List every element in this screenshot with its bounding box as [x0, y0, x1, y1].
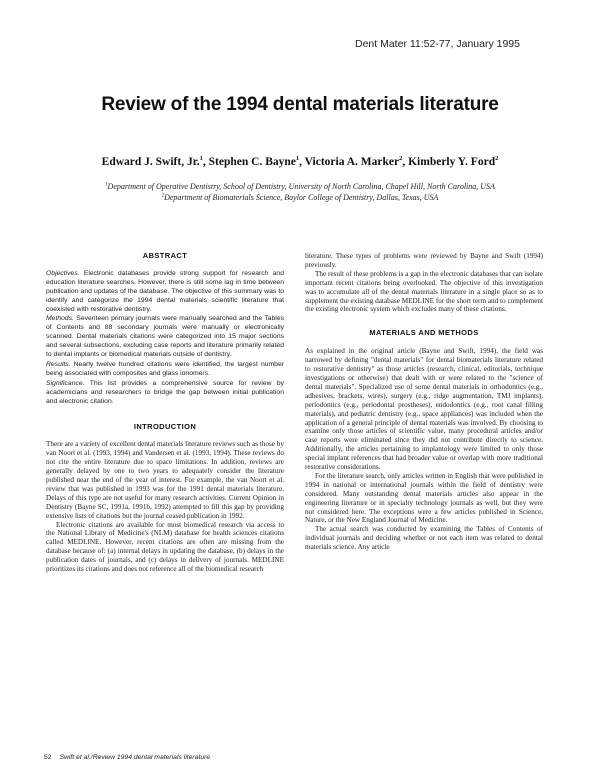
body-paragraph: There are a variety of excellent dental materials literature reviews such as those by van Noort et al. (1993, 1994) and Vandersen et al. (1993, 1994). These reviews do not cite the entire literature due to space limitations. In addition, reviews are generally delayed by one to two years to adequately consider the literature published near the end of the year of interest. For example, the van Noort et al. review that was published in 1993 was for the 1991 dental materials literature. Delays of this type are not useful for many research activities. Current Opinion in Dentistry (Bayne SC, 1991a, 1991b, 1992) attempted to fill this gap by providing extensive lists of citations but the journal ceased publication in 1992. — [46, 440, 284, 520]
body-paragraph: The actual search was conducted by examining the Tables of Contents of individual journals and deciding whether or not each item was related to dental materials science. Any article — [305, 525, 543, 552]
methods-heading: MATERIALS AND METHODS — [369, 328, 479, 338]
methods-body — [305, 347, 543, 552]
author-name: Kimberly Y. Ford — [408, 155, 496, 168]
author-name: Stephen C. Bayne — [208, 155, 296, 168]
abstract-objectives: Objectives. Electronic databases provide strong support for research and education literature searches. However, there is still some lag in time between publication and updates of the database. The objective of this summary was to identify and categorize the 1994 dental materials scientific literature that coexisted with restorative dentistry. — [46, 269, 284, 313]
body-paragraph: The result of these problems is a gap in the electronic databases that can isolate important recent citations being overlooked. The objective of this investigation was to accumulate all of the dental materials literature in a single place so as to supplement the existing database MEDLINE for the short term and to complement the existing electronic system which excludes many of these citations. — [305, 269, 543, 314]
right-column — [305, 252, 543, 552]
introduction-body — [46, 440, 284, 574]
introduction-heading: INTRODUCTION — [133, 421, 197, 431]
body-paragraph: Electronic citations are available for most biomedical research via access to the National Library of Medicine's (NLM) database for health sciences citations called MEDLINE. However, recent citations are often are missing from the database because of: (a) internal delays in updating the database, (b) delays in the publication dates of journals, and (c) delays in delivery of journals. MEDLINE prioritizes its citations and does not reference all of the biomedical research — [46, 520, 284, 574]
page-footer — [44, 754, 210, 761]
body-paragraph: As explained in the original article (Bayne and Swift, 1994), the field was narrowed by defining "dental materials" for dental biomaterials literature related to restorative dentistry" as those articles (research, clinical, editorials, technique investigations or otherwise) that dealt with or were related to the "science of dental materials". Specialized use of some dental materials in orthodontics (e.g., adhesives, brackets, wires), surgery (e.g., ridge augmentation, TMJ implants), periodontics (e.g., periodontal prostheses), endodontics (e.g., root canal filling materials), and pediatric dentistry (e.g., space appliances) was included when the application of a general principle of dental materials was involved. By choosing to examine only those articles of scientific value, many procedural articles and/or case reports were eliminated since they did not contribute directly to science. Additionally, the articles pertaining to implantology were limited to only those special implant references that had broader value or overlap with more traditional restorative considerations. — [305, 347, 543, 472]
affiliation-1: $^1$Department of Operative Dentistry, School of Dentistry, University of North Carolina, Chapel Hill, North Carolina, USA — [105, 182, 495, 191]
article-title: Review of the 1994 dental materials literature — [101, 94, 499, 115]
author-affiliation-mark: 1 — [199, 155, 203, 162]
abstract-heading: ABSTRACT — [142, 251, 188, 260]
abstract-significance: Significance. This list provides a comprehensive source for review by academicians and researchers to bridge the gap between initial publication and electronic citation. — [46, 379, 284, 405]
page-number: 52 — [44, 754, 52, 761]
abstract-body — [46, 270, 284, 407]
running-title: Swift et al./Review 1994 dental materials literature — [59, 754, 211, 761]
body-paragraph: literature. These types of problems were reviewed by Bayne and Swift (1994) previously. — [305, 252, 543, 269]
author-name: Edward J. Swift, Jr. — [101, 155, 200, 168]
author-affiliation-mark: 2 — [495, 155, 499, 162]
author-affiliation-mark: 1 — [295, 155, 300, 162]
introduction-continued — [305, 252, 543, 314]
author-name: Victoria A. Marker — [304, 155, 400, 168]
left-column — [46, 252, 284, 574]
abstract-methods: Methods. Seventeen primary journals were manually searched and the Tables of Contents and 88 secondary journals were manually or electronically scanned. Dental materials citations were categorized into 15 major sections and several subsections, excluding case reports and literature primarily related to dental implants or biomedical materials outside of dentistry. — [46, 315, 284, 359]
author-list: Edward J. Swift, Jr.$^1$, Stephen C. Bayne$^1$, Victoria A. Marker$^2$, Kimberly Y. Ford$^2$ — [101, 155, 499, 168]
author-affiliation-mark: 2 — [399, 155, 403, 162]
abstract-results: Results. Nearly twelve hundred citations were identified, the largest number being associated with composites and glass ionomers. — [46, 360, 284, 377]
affiliation-2: $^2$Department of Biomaterials Science, Baylor College of Dentistry, Dallas, Texas, USA — [161, 193, 439, 202]
body-paragraph: For the literature search, only articles written in English that were published in 1994 in national or international journals within the field of dentistry were considered. Many outstanding dental materials articles also appear in the engineering literature or in specialty technology journals as well, but they were not considered here. The exceptions were a few articles published in Science, Nature, or the New England Journal of Medicine. — [305, 471, 543, 525]
journal-reference: Dent Mater 11:52-77, January 1995 — [355, 38, 520, 50]
